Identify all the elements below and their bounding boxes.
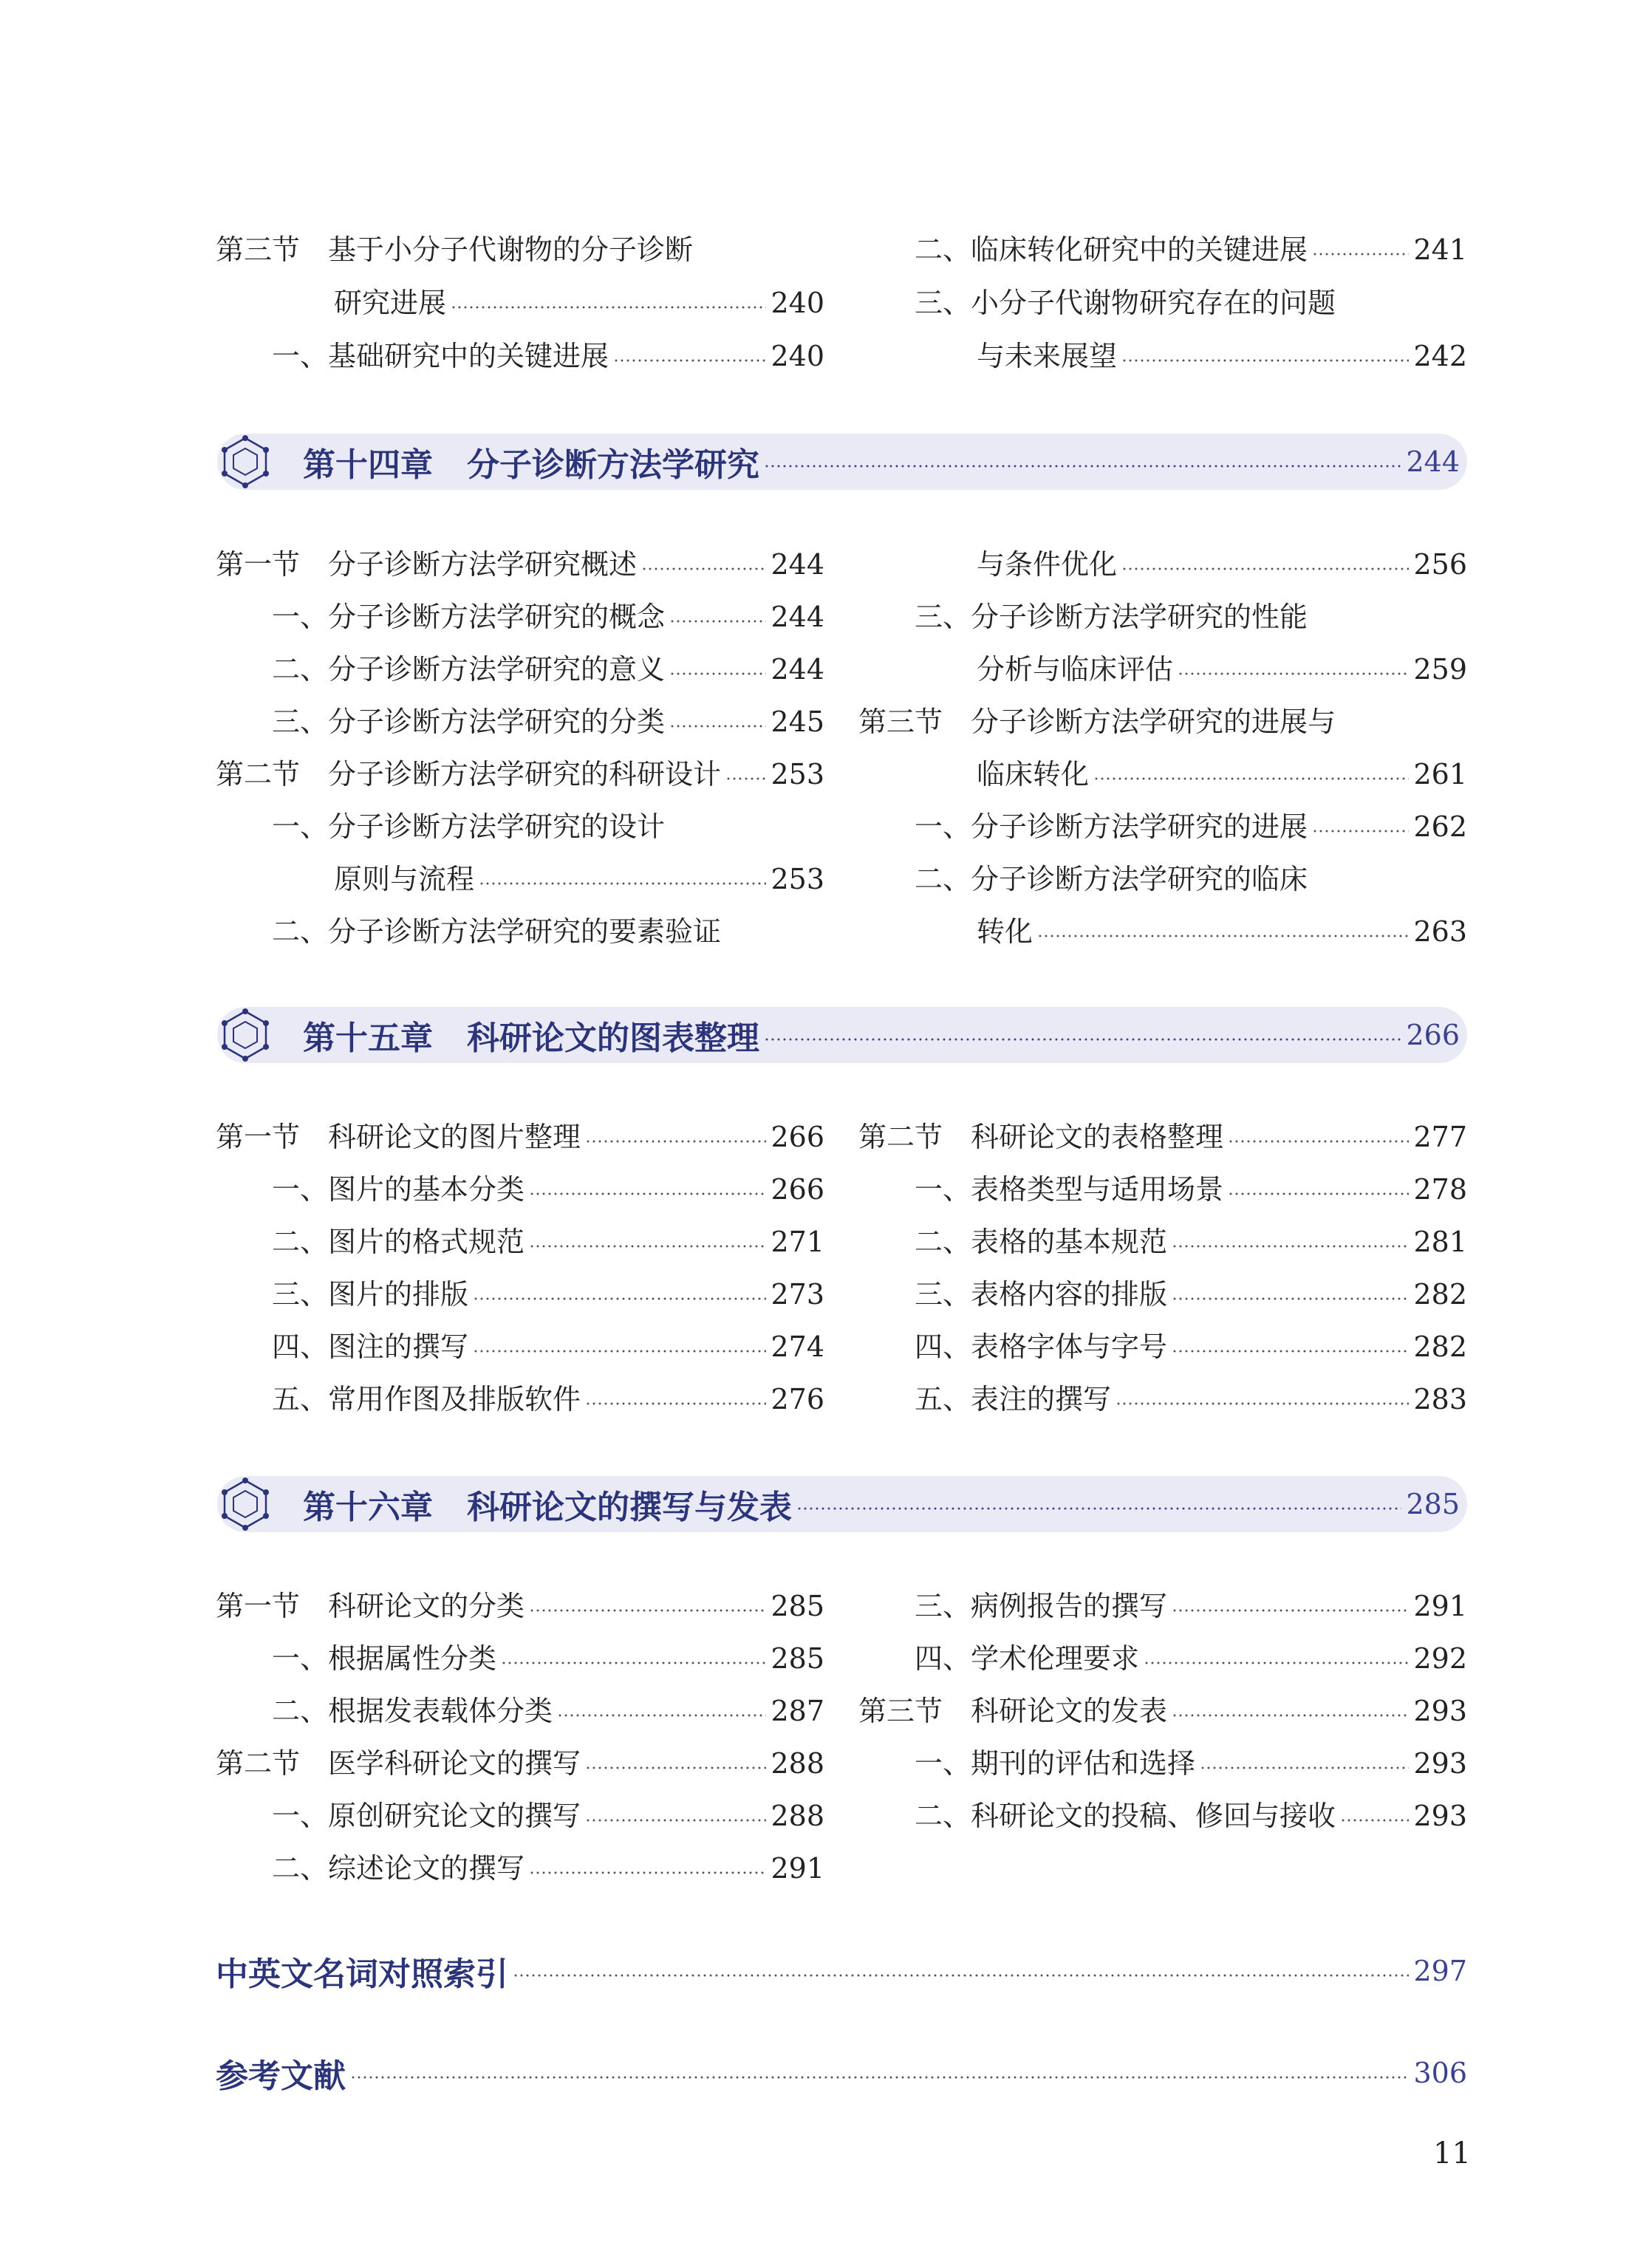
toc-entry-page: 262: [1413, 810, 1467, 843]
toc-entry-label: 第二节 医学科研论文的撰写: [216, 1747, 581, 1780]
dot-leader: [1144, 1661, 1409, 1664]
toc-entry-page: 253: [771, 863, 824, 895]
dot-leader: [669, 672, 766, 675]
toc-entry[interactable]: [858, 800, 1467, 853]
toc-entry[interactable]: [216, 1737, 824, 1790]
dot-leader: [1172, 1245, 1409, 1248]
toc-entry-page: 241: [1413, 233, 1467, 266]
toc-entry-label: 五、常用作图及排版软件: [272, 1383, 581, 1415]
dot-leader: [1172, 1350, 1409, 1353]
chapter-title: [303, 1011, 759, 1059]
toc-entry-label: 二、根据发表载体分类: [272, 1695, 553, 1727]
toc-entry[interactable]: [216, 905, 824, 958]
dot-leader: [451, 306, 766, 309]
dot-leader: [1115, 1402, 1409, 1405]
toc-entry-page: 240: [771, 287, 824, 319]
toc-entry[interactable]: [216, 1320, 824, 1373]
toc-entry-page: 291: [1413, 1590, 1467, 1622]
dot-leader: [585, 1402, 766, 1405]
dot-leader: [1172, 1297, 1409, 1300]
dot-leader: [725, 777, 766, 780]
toc-entry-label: 四、表格字体与字号: [915, 1331, 1168, 1363]
toc-entry-page: 273: [771, 1278, 824, 1311]
toc-entry[interactable]: [216, 1632, 824, 1685]
toc-entry-page: 245: [771, 706, 824, 738]
toc-entry-page: 287: [771, 1695, 824, 1727]
toc-entry-label: 二、分子诊断方法学研究的临床: [915, 863, 1308, 895]
toc-entry-label: 第二节 科研论文的表格整理: [858, 1121, 1224, 1153]
toc-entry-page: 274: [771, 1331, 824, 1363]
toc-entry-label: 一、图片的基本分类: [272, 1173, 525, 1206]
dot-leader: [1312, 830, 1409, 833]
toc-entry[interactable]: [858, 695, 1467, 748]
toc-entry-label: 五、表注的撰写: [915, 1383, 1112, 1415]
toc-entry-label: 第一节 科研论文的图片整理: [216, 1121, 581, 1153]
toc-entry-label: 第一节 分子诊断方法学研究概述: [216, 548, 638, 581]
toc-entry-page: 282: [1413, 1278, 1467, 1311]
toc-entry-page: 292: [1413, 1642, 1467, 1675]
toc-entry[interactable]: [858, 1320, 1467, 1373]
toc-entry-page: 291: [771, 1852, 824, 1885]
dot-leader: [1228, 1192, 1409, 1195]
chapter-name: 科研论文的图表整理: [467, 1019, 759, 1057]
dot-leader: [585, 1140, 766, 1143]
toc-entry[interactable]: [858, 1632, 1467, 1685]
molecule-icon: [214, 1004, 276, 1066]
dot-leader: [529, 1192, 766, 1195]
dot-leader: [1312, 253, 1409, 256]
dot-leader: [473, 1350, 766, 1353]
toc-entry-label: 一、分子诊断方法学研究的概念: [272, 601, 666, 633]
toc-entry-page: 266: [771, 1121, 824, 1153]
toc-entry-page: 285: [771, 1642, 824, 1675]
chapter-heading-15[interactable]: [303, 1007, 1460, 1063]
toc-entry-label: 第二节 分子诊断方法学研究的科研设计: [216, 758, 722, 790]
page-number: 11: [1433, 2137, 1471, 2170]
toc-entry-page: 271: [771, 1226, 824, 1258]
toc-entry-label: 原则与流程: [334, 863, 475, 895]
dot-leader: [1200, 1766, 1409, 1769]
chapter-name: 分子诊断方法学研究: [467, 446, 759, 484]
dot-leader: [1178, 672, 1409, 675]
toc-entry[interactable]: [858, 1737, 1467, 1790]
toc-entry-label: 第三节 基于小分子代谢物的分子诊断: [216, 233, 694, 266]
toc-entry[interactable]: [216, 1579, 824, 1633]
toc-entry-page: 266: [771, 1173, 824, 1206]
toc-entry[interactable]: [858, 329, 1467, 383]
toc-entry[interactable]: [216, 643, 824, 696]
dot-leader: [1121, 359, 1409, 362]
toc-entry[interactable]: [858, 276, 1467, 329]
toc-entry-label: 一、表格类型与适用场景: [915, 1173, 1224, 1206]
dot-leader: [479, 882, 766, 885]
toc-entry-page: 276: [771, 1383, 824, 1415]
toc-entry-page: 244: [771, 653, 824, 686]
toc-entry-page: 259: [1413, 653, 1467, 686]
toc-entry[interactable]: [216, 800, 824, 853]
toc-entry[interactable]: [858, 1268, 1467, 1321]
toc-entry-page: 263: [1413, 915, 1467, 948]
chapter-title: [303, 1480, 792, 1528]
toc-entry-page: 240: [771, 340, 824, 372]
back-matter-title: 中英文名词对照索引: [216, 1956, 508, 1993]
chapter-page: 285: [1406, 1488, 1460, 1520]
toc-entry-page: 282: [1413, 1331, 1467, 1363]
toc-entry[interactable]: [216, 276, 824, 329]
toc-entry-label: 第一节 科研论文的分类: [216, 1590, 525, 1622]
toc-entry-label: 一、原创研究论文的撰写: [272, 1800, 581, 1832]
toc-entry-page: 288: [771, 1800, 824, 1832]
chapter-number: 第十五章: [303, 1019, 433, 1057]
toc-entry[interactable]: [858, 853, 1467, 906]
dot-leader: [796, 1507, 1401, 1510]
toc-entry-label: 一、期刊的评估和选择: [915, 1747, 1196, 1780]
back-matter-title: 参考文献: [216, 2057, 346, 2095]
chapter-number: 第十四章: [303, 446, 433, 484]
toc-entry-label: 四、学术伦理要求: [915, 1642, 1140, 1675]
dot-leader: [501, 1661, 766, 1664]
toc-entry-page: 244: [771, 548, 824, 581]
toc-entry-page: 283: [1413, 1383, 1467, 1415]
toc-entry-page: 253: [771, 758, 824, 790]
toc-entry[interactable]: [216, 1163, 824, 1216]
chapter-number: 第十六章: [303, 1489, 433, 1526]
toc-entry[interactable]: [858, 643, 1467, 696]
chapter-page: 244: [1406, 445, 1460, 478]
toc-entry-label: 分析与临床评估: [977, 653, 1174, 686]
dot-leader: [529, 1245, 766, 1248]
toc-entry-page: 261: [1413, 758, 1467, 790]
toc-entry-label: 二、分子诊断方法学研究的意义: [272, 653, 666, 686]
toc-entry[interactable]: [858, 1215, 1467, 1268]
toc-entry[interactable]: [858, 538, 1467, 591]
toc-entry-label: 三、分子诊断方法学研究的分类: [272, 706, 666, 738]
toc-entry-label: 临床转化: [977, 758, 1090, 790]
toc-entry[interactable]: [216, 1789, 824, 1842]
dot-leader: [585, 1766, 766, 1769]
toc-entry-page: 293: [1413, 1800, 1467, 1832]
toc-entry[interactable]: [858, 1579, 1467, 1633]
toc-entry-label: 二、图片的格式规范: [272, 1226, 525, 1258]
toc-entry[interactable]: [216, 590, 824, 643]
toc-entry-label: 与条件优化: [977, 548, 1118, 581]
toc-entry[interactable]: [858, 1373, 1467, 1426]
dot-leader: [1228, 1140, 1409, 1143]
toc-entry[interactable]: [858, 905, 1467, 958]
index-entry[interactable]: [216, 1943, 1467, 1999]
toc-entry-label: 四、图注的撰写: [272, 1331, 469, 1363]
toc-entry[interactable]: [858, 748, 1467, 801]
toc-entry[interactable]: [858, 590, 1467, 643]
dot-leader: [557, 1714, 766, 1717]
toc-entry[interactable]: [216, 748, 824, 801]
dot-leader: [585, 1819, 766, 1822]
dot-leader: [764, 1038, 1401, 1041]
toc-entry-page: 285: [771, 1590, 824, 1622]
toc-entry-page: 277: [1413, 1121, 1467, 1153]
toc-entry-page: 293: [1413, 1695, 1467, 1727]
toc-entry[interactable]: [858, 1163, 1467, 1216]
toc-entry[interactable]: [216, 695, 824, 748]
dot-leader: [669, 620, 766, 623]
toc-entry-label: 二、综述论文的撰写: [272, 1852, 525, 1885]
chapter-heading-16[interactable]: [303, 1476, 1460, 1532]
toc-entry-label: 二、表格的基本规范: [915, 1226, 1168, 1258]
toc-entry[interactable]: [216, 1373, 824, 1426]
chapter-heading-14[interactable]: [303, 434, 1460, 490]
toc-entry[interactable]: [216, 1684, 824, 1738]
toc-entry[interactable]: [216, 1215, 824, 1268]
back-matter-page: 297: [1413, 1955, 1467, 1987]
toc-entry[interactable]: [858, 1789, 1467, 1842]
dot-leader: [1340, 1819, 1409, 1822]
molecule-icon: [214, 431, 276, 493]
dot-leader: [513, 1974, 1409, 1977]
toc-entry-page: 281: [1413, 1226, 1467, 1258]
toc-entry-label: 三、小分子代谢物研究存在的问题: [915, 287, 1336, 319]
toc-entry-page: 288: [771, 1747, 824, 1780]
toc-entry-label: 研究进展: [334, 287, 447, 319]
toc-entry[interactable]: [858, 1110, 1467, 1164]
toc-entry-page: 256: [1413, 548, 1467, 581]
toc-entry[interactable]: [216, 329, 824, 383]
toc-entry[interactable]: [216, 1842, 824, 1895]
dot-leader: [1121, 567, 1409, 570]
dot-leader: [1172, 1714, 1409, 1717]
toc-entry-label: 三、分子诊断方法学研究的性能: [915, 601, 1308, 633]
dot-leader: [1037, 935, 1409, 937]
toc-entry[interactable]: [216, 223, 824, 276]
chapter-page: 266: [1406, 1019, 1460, 1051]
back-matter-page: 306: [1413, 2057, 1467, 2089]
toc-entry[interactable]: [216, 538, 824, 591]
toc-entry-label: 三、病例报告的撰写: [915, 1590, 1168, 1622]
toc-entry-page: 242: [1413, 340, 1467, 372]
toc-entry[interactable]: [216, 1110, 824, 1164]
toc-entry[interactable]: [216, 1268, 824, 1321]
toc-entry-page: 278: [1413, 1173, 1467, 1206]
dot-leader: [613, 359, 766, 362]
toc-entry-label: 二、临床转化研究中的关键进展: [915, 233, 1308, 266]
toc-entry-page: 244: [771, 601, 824, 633]
toc-entry-label: 第三节 分子诊断方法学研究的进展与: [858, 706, 1336, 738]
toc-entry-label: 一、分子诊断方法学研究的进展: [915, 810, 1308, 843]
toc-entry-label: 第三节 科研论文的发表: [858, 1695, 1168, 1727]
toc-entry-label: 一、基础研究中的关键进展: [272, 340, 609, 372]
toc-entry-label: 三、图片的排版: [272, 1278, 469, 1311]
toc-entry-label: 转化: [977, 915, 1033, 948]
toc-entry[interactable]: [858, 223, 1467, 276]
dot-leader: [529, 1871, 766, 1874]
dot-leader: [1172, 1609, 1409, 1612]
dot-leader: [764, 465, 1401, 468]
molecule-icon: [214, 1473, 276, 1535]
dot-leader: [350, 2076, 1409, 2079]
toc-entry-label: 一、根据属性分类: [272, 1642, 497, 1675]
toc-entry[interactable]: [216, 853, 824, 906]
toc-entry[interactable]: [858, 1684, 1467, 1738]
dot-leader: [1093, 777, 1409, 780]
dot-leader: [641, 567, 766, 570]
toc-entry-label: 二、科研论文的投稿、修回与接收: [915, 1800, 1336, 1832]
toc-entry-label: 一、分子诊断方法学研究的设计: [272, 810, 666, 843]
references-entry[interactable]: [216, 2045, 1467, 2101]
chapter-title: [303, 438, 759, 485]
dot-leader: [529, 1609, 766, 1612]
dot-leader: [669, 725, 766, 728]
dot-leader: [473, 1297, 766, 1300]
chapter-name: 科研论文的撰写与发表: [467, 1489, 792, 1526]
toc-entry-label: 二、分子诊断方法学研究的要素验证: [272, 915, 722, 948]
toc-entry-label: 与未来展望: [977, 340, 1118, 372]
toc-entry-page: 293: [1413, 1747, 1467, 1780]
toc-entry-label: 三、表格内容的排版: [915, 1278, 1168, 1311]
